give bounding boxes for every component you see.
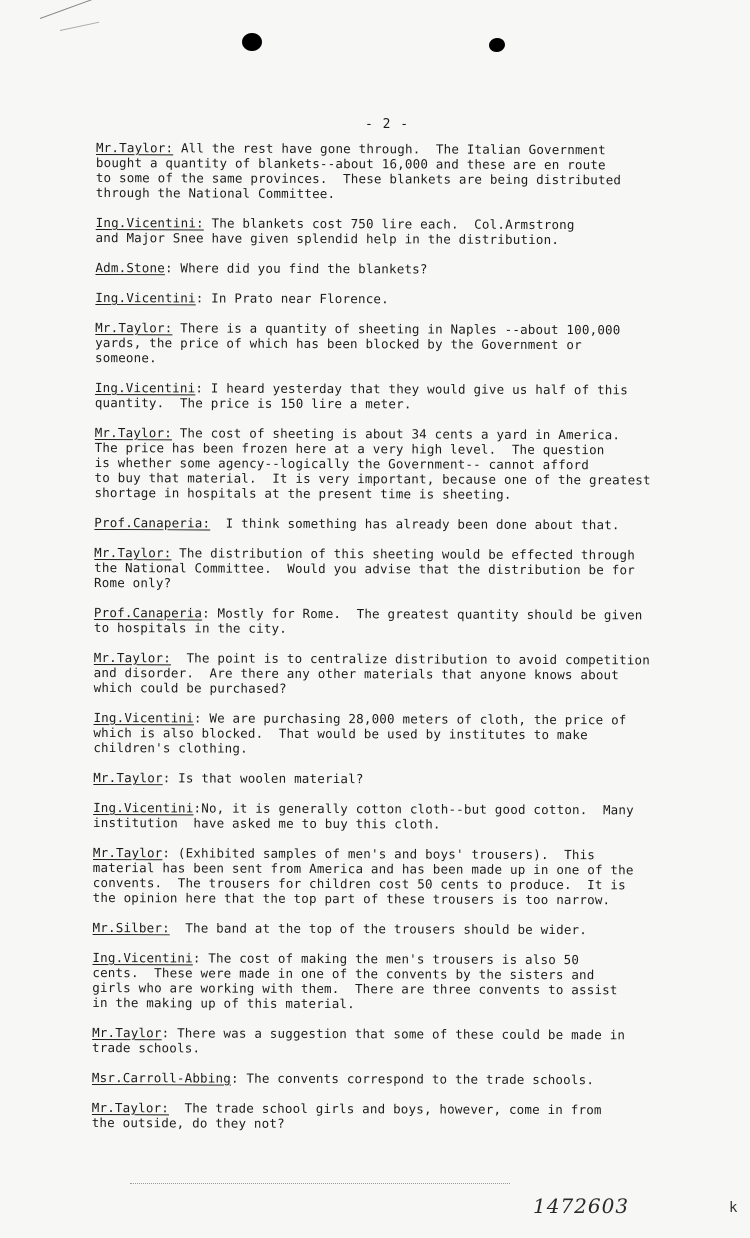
transcript-paragraph [92,1100,722,1133]
transcript-paragraph [93,800,723,833]
speech-text: : Is that woolen material? [162,770,364,787]
transcript-paragraph [93,710,723,758]
speech-text: : I heard yesterday that they would give us half of this quantity. The price is 150 lire a meter. [94,380,629,412]
transcript-paragraph [95,380,725,413]
scan-scratch-mark [60,22,99,31]
speech-text: : The cost of making the men's trousers is also 50 cents. These were made in one of the convents by the sisters and girls who are working with them. There are three convents to assist in the making up of this material. [92,950,618,1012]
transcript-paragraph [95,260,725,278]
speaker-name: Mr.Taylor: [93,649,172,666]
speaker-name: Ing.Vicentini [93,709,194,726]
transcript-body [92,140,726,1148]
speaker-name: Mr.Taylor [92,1024,162,1041]
speaker-name: Mr.Taylor: [95,319,173,336]
transcript-paragraph [92,1070,722,1088]
speech-text: The cost of sheeting is about 34 cents a yard in America. The price has been frozen here at a very high level. The question is whether some agency--logically the Government-- cannot afford to buy that material. It is very important, because one of the greatest shortage in hospitals at the present time is sheeting. [94,425,651,502]
transcript-paragraph [95,290,725,308]
speech-text: The band at the top of the trousers should be wider. [169,920,588,938]
transcript-paragraph [92,950,722,1013]
speaker-name: Prof.Canaperia [93,604,203,621]
speaker-name: Mr.Taylor [93,769,163,786]
transcript-paragraph [94,545,724,593]
transcript-paragraph [94,650,724,698]
transcript-paragraph [94,515,724,533]
speaker-name: Mr.Taylor: [94,544,172,561]
speaker-name: Prof.Canaperia: [94,514,211,531]
transcript-paragraph [93,845,723,908]
speaker-name: Ing.Vicentini [93,799,194,816]
speech-text: The trade school girls and boys, however, come in from the outside, do they not? [91,1100,602,1131]
speech-text: : Mostly for Rome. The greatest quantity should be given to hospitals in the city. [93,605,643,636]
transcript-paragraph [96,140,726,203]
scan-scratch-mark [40,0,106,19]
speech-text: : There was a suggestion that some of these could be made in trade schools. [92,1025,626,1056]
speech-text: I think something has already been done about that. [210,515,620,533]
speaker-name: Ing.Vicentini [92,949,193,966]
page-number: - 2 - [365,117,410,132]
speech-text: : We are purchasing 28,000 meters of cloth, the price of which is also blocked. That would be used by institutes to make children's clothing. [93,710,627,756]
speech-text: : (Exhibited samples of men's and boys' trousers). This material has been sent from America and has been made up in one of the convents. The trousers for children cost 50 cents to produce. It is the opinion here that the top part of these trousers is too narrow. [92,845,634,908]
edge-mark: k [729,1200,738,1216]
transcript-paragraph [92,1025,722,1058]
punch-hole-right [488,37,506,54]
archive-stamp: 1472603 [533,1194,630,1218]
speaker-name: Mr.Taylor: [95,140,174,156]
speech-text: : The convents correspond to the trade schools. [230,1070,595,1088]
transcript-paragraph [95,320,725,368]
speaker-name: Mr.Taylor [92,844,163,861]
speaker-name: Mr.Silber: [92,919,170,936]
speech-text: All the rest have gone through. The Italian Government bought a quantity of blankets--about 16,000 and these are en route to some of the same provinces. These blankets are being distributed through the National Committee. [95,140,622,202]
speaker-name: Msr.Carroll-Abbing [91,1069,232,1086]
dotted-rule [130,1183,510,1184]
speaker-name: Ing.Vicentini [94,379,196,396]
transcript-paragraph [93,770,723,788]
speech-text: The distribution of this sheeting would be effected through the National Committee. Would you advise that the distribution be for Rome only? [94,545,636,591]
speaker-name: Mr.Taylor: [94,424,173,441]
transcript-paragraph [94,605,724,638]
punch-hole-left [242,33,262,51]
speaker-name: Ing.Vicentini: [95,214,204,231]
transcript-paragraph [96,215,726,248]
speaker-name: Mr.Taylor: [91,1099,170,1116]
transcript-paragraph [93,920,723,938]
transcript-paragraph [94,425,724,503]
speech-text: The blankets cost 750 lire each. Col.Armstrong and Major Snee have given splendid help in the distribution. [95,215,575,248]
speaker-name: Ing.Vicentini [95,289,196,306]
speech-text: : In Prato near Florence. [195,290,389,307]
speech-text: The point is to centralize distribution to avoid competition and disorder. Are there any other materials that anyone knows about which could be purchased? [93,650,651,696]
speech-text: There is a quantity of sheeting in Naples --about 100,000 yards, the price of which has been blocked by the Government or someone. [95,320,621,366]
speech-text: :No, it is generally cotton cloth--but good cotton. Many institution have asked me to buy this cloth. [92,800,634,832]
speaker-name: Adm.Stone [95,259,166,276]
speech-text: : Where did you find the blankets? [164,260,428,277]
